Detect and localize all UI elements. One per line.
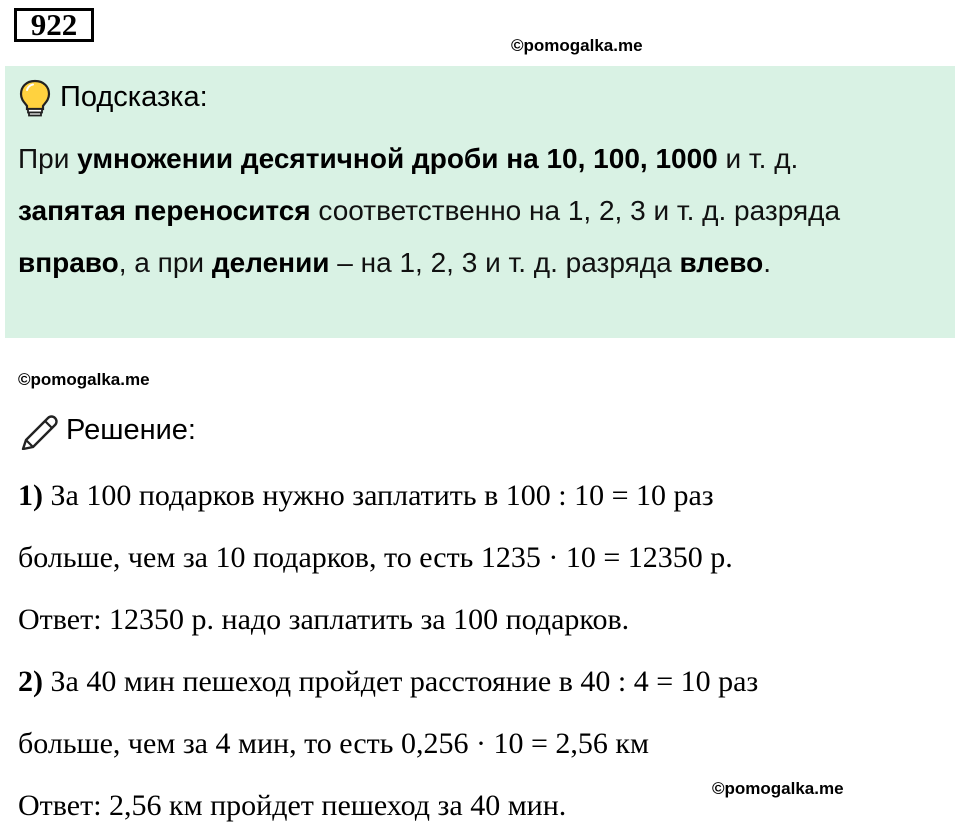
solution-title: Решение: bbox=[66, 414, 196, 446]
hint-line-1: При умножении десятичной дроби на 10, 100, 1000 и т. д. bbox=[18, 143, 799, 174]
solution-line-6: Ответ: 2,56 км пройдет пешеход за 40 мин. bbox=[18, 789, 567, 822]
solution-line-4: 2) За 40 мин пешеход пройдет расстояние в 40 : 4 = 10 раз bbox=[18, 665, 759, 698]
hint-title: Подсказка: bbox=[60, 81, 208, 113]
solution-line-5: больше, чем за 4 мин, то есть 0,256 · 10 = 2,56 км bbox=[18, 727, 649, 760]
problem-number: 922 bbox=[14, 8, 94, 42]
solution-line-1: 1) За 100 подарков нужно заплатить в 100 : 10 = 10 раз bbox=[18, 479, 714, 512]
hint-line-2: запятая переносится соответственно на 1, 2, 3 и т. д. разряда bbox=[18, 195, 841, 226]
hint-line-3: вправо, а при делении – на 1, 2, 3 и т. д. разряда влево. bbox=[18, 247, 772, 278]
solution-line-2: больше, чем за 10 подарков, то есть 1235 · 10 = 12350 р. bbox=[18, 541, 733, 574]
solution-line-3: Ответ: 12350 р. надо заплатить за 100 подарков. bbox=[18, 603, 630, 636]
lightbulb-icon bbox=[18, 78, 52, 118]
pencil-icon bbox=[18, 410, 60, 450]
watermark-middle: ©pomogalka.me bbox=[18, 370, 150, 389]
watermark-top: ©pomogalka.me bbox=[511, 36, 643, 55]
watermark-bottom: ©pomogalka.me bbox=[712, 779, 844, 798]
